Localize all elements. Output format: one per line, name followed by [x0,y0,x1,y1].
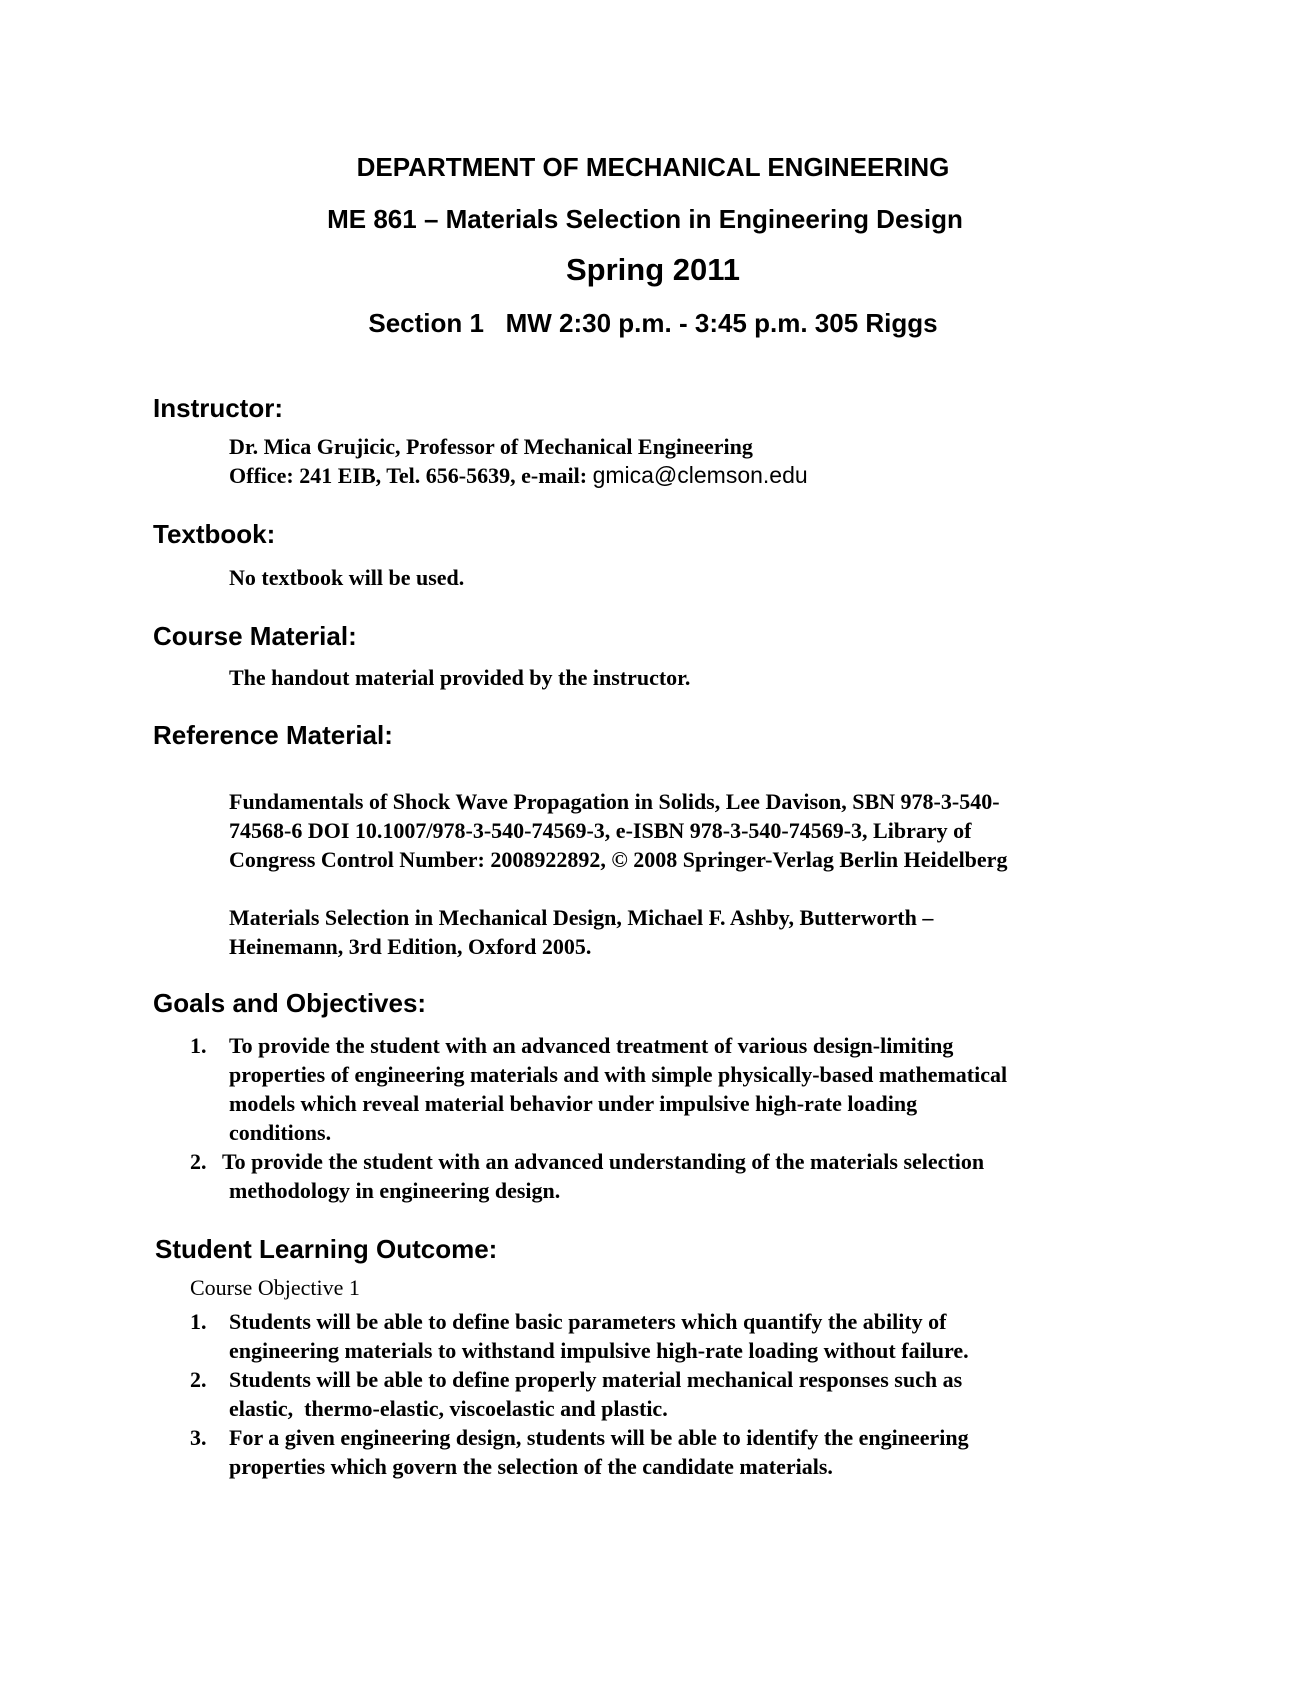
outcome-item [229,1365,962,1423]
textbook-text: No textbook will be used. [229,565,465,590]
outcome-number: 1. [190,1309,207,1334]
instructor-email: gmica@clemson.edu [592,462,808,488]
instructor-name: Dr. Mica Grujicic, Professor of Mechanical Engineering [229,434,753,459]
outcome-number: 2. [190,1367,207,1392]
textbook-heading: Textbook: [153,519,276,549]
goal-line: properties of engineering materials and with simple physically-based mathematical [229,1062,1008,1087]
instructor-office: Office: 241 EIB, Tel. 656-5639, e-mail: [229,463,593,488]
reference-2-line: Materials Selection in Mechanical Design, Michael F. Ashby, Butterworth – [229,905,934,930]
reference-1 [229,787,1007,874]
goal-item [229,1031,1007,1147]
instructor-contact [229,461,808,490]
goal-line: To provide the student with an advanced treatment of various design-limiting [229,1033,954,1058]
reference-2 [229,903,933,961]
outcome-line: Students will be able to define basic parameters which quantify the ability of [229,1309,947,1334]
course-material-heading: Course Material: [153,621,357,651]
department-title: DEPARTMENT OF MECHANICAL ENGINEERING [356,152,950,182]
outcome-line: properties which govern the selection of the candidate materials. [229,1454,833,1479]
goal-line: methodology in engineering design. [229,1178,561,1203]
outcomes-heading: Student Learning Outcome: [155,1234,498,1264]
goal-line: models which reveal material behavior under impulsive high-rate loading [229,1091,918,1116]
goal-number: 1. [190,1033,207,1058]
outcome-line: Students will be able to define properly material mechanical responses such as [229,1367,963,1392]
outcome-item [229,1307,969,1365]
outcomes-subheading: Course Objective 1 [190,1275,360,1300]
term-title: Spring 2011 [565,252,741,287]
outcome-line: For a given engineering design, students will be able to identify the engineering [229,1425,969,1450]
outcome-item [229,1423,969,1481]
goal-line: To provide the student with an advanced understanding of the materials selection [222,1149,985,1174]
outcome-number: 3. [190,1425,207,1450]
goal-line: conditions. [229,1120,332,1145]
goal-item [222,1147,984,1205]
course-title: ME 861 – Materials Selection in Engineering Design [327,204,963,234]
outcome-line: elastic, thermo-elastic, viscoelastic and plastic. [229,1396,668,1421]
reference-1-line: Congress Control Number: 2008922892, © 2008 Springer-Verlag Berlin Heidelberg [229,847,1008,872]
goals-heading: Goals and Objectives: [153,988,427,1018]
reference-2-line: Heinemann, 3rd Edition, Oxford 2005. [229,934,592,959]
instructor-heading: Instructor: [153,393,283,423]
goal-number: 2. [190,1149,207,1174]
reference-material-heading: Reference Material: [153,720,393,750]
reference-1-line: Fundamentals of Shock Wave Propagation in Solids, Lee Davison, SBN 978-3-540- [229,789,1000,814]
outcome-line: engineering materials to withstand impulsive high-rate loading without failure. [229,1338,969,1363]
reference-1-line: 74568-6 DOI 10.1007/978-3-540-74569-3, e-ISBN 978-3-540-74569-3, Library of [229,818,972,843]
course-material-text: The handout material provided by the instructor. [229,665,691,690]
section-info: Section 1 MW 2:30 p.m. - 3:45 p.m. 305 Riggs [368,308,938,338]
